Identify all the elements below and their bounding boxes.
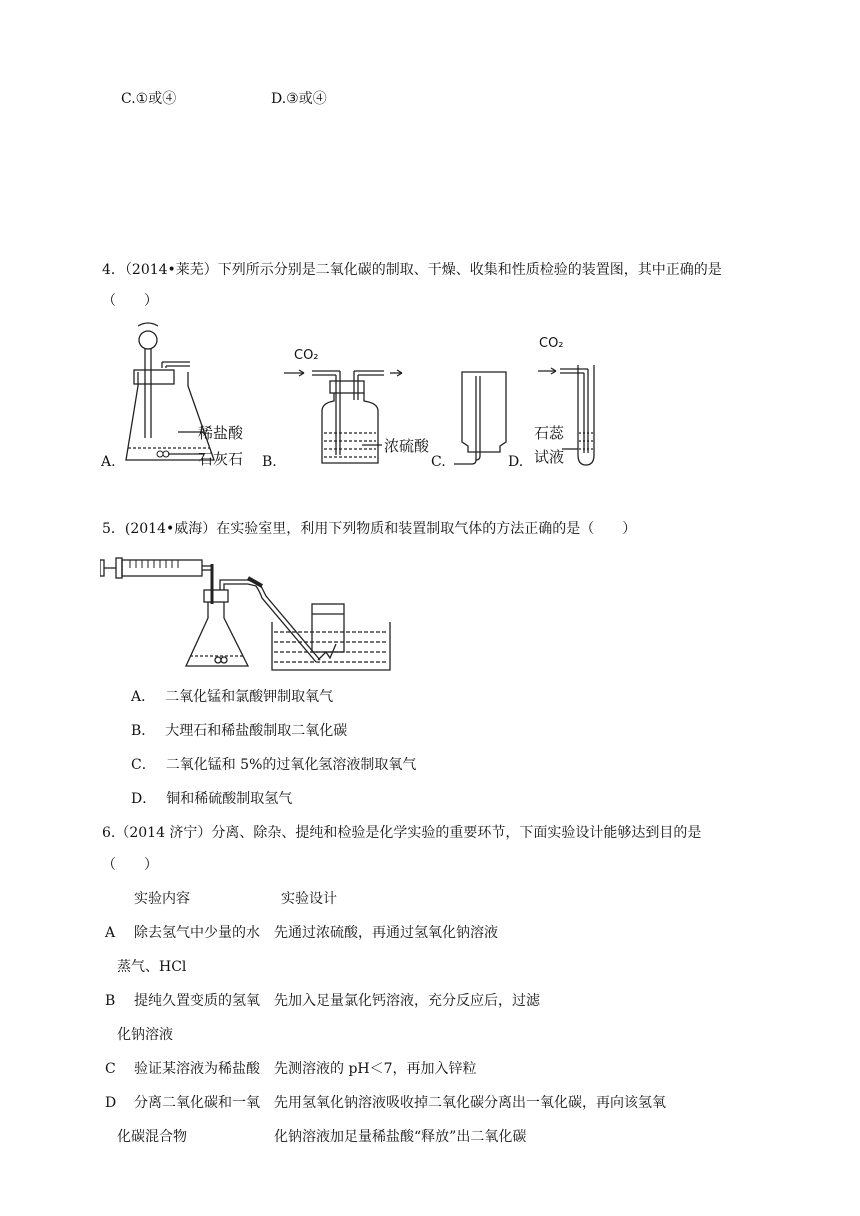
q5-option-d-text: 铜和稀硫酸制取氢气 bbox=[166, 791, 293, 807]
q5-option-a bbox=[131, 689, 333, 706]
q4-fig-b-gas: CO₂ bbox=[294, 348, 319, 363]
q3-option-c: C.①或④ bbox=[121, 91, 177, 107]
q4-option-b: B. bbox=[262, 454, 277, 470]
q5-option-b-text: 大理石和稀盐酸制取二氧化碳 bbox=[165, 723, 348, 739]
q6-row-c-letter: C bbox=[105, 1061, 116, 1077]
q4-fig-d-label2: 试液 bbox=[534, 448, 565, 466]
q5-option-d-letter: D． bbox=[131, 791, 157, 807]
q6-row-a-content1: 除去氢气中少量的水 bbox=[134, 925, 260, 941]
q6-row-c-design1: 先测溶液的 pH＜7，再加入锌粒 bbox=[274, 1061, 477, 1077]
q5-option-c bbox=[131, 757, 416, 774]
q5-apparatus-figure bbox=[100, 548, 400, 676]
q5-option-c-letter: C． bbox=[131, 757, 156, 773]
q5-option-a-letter: A． bbox=[131, 689, 156, 705]
q6-header-design: 实验设计 bbox=[281, 891, 337, 907]
q6-paren: （ ） bbox=[102, 857, 158, 873]
q4-fig-d-label1: 石蕊 bbox=[534, 424, 565, 442]
q6-stem: 6.（2014 济宁）分离、除杂、提纯和检验是化学实验的重要环节，下面实验设计能够达到目的是 bbox=[102, 825, 702, 841]
q3-option-d: D.③或④ bbox=[271, 91, 327, 107]
q4-option-c: C. bbox=[431, 454, 446, 470]
q6-row-a-letter: A bbox=[105, 925, 116, 941]
q5-stem: 5．(2014•威海）在实验室里，利用下列物质和装置制取气体的方法正确的是（ ） bbox=[102, 521, 637, 537]
q6-row-d-design2: 化钠溶液加足量稀盐酸“释放”出二氧化碳 bbox=[274, 1129, 527, 1145]
q5-option-d bbox=[131, 791, 292, 808]
q5-option-b bbox=[131, 723, 347, 740]
q6-row-b-letter: B bbox=[105, 993, 116, 1009]
q6-row-b-content2: 化钠溶液 bbox=[117, 1027, 173, 1043]
q6-row-b-content1: 提纯久置变质的氢氧 bbox=[134, 993, 260, 1009]
q4-figure-a bbox=[118, 320, 258, 470]
q4-option-a: A. bbox=[101, 454, 116, 470]
q6-row-d-content1: 分离二氧化碳和一氧 bbox=[134, 1095, 260, 1111]
q4-fig-a-label1: 稀盐酸 bbox=[198, 424, 244, 442]
q5-option-c-text: 二氧化锰和 5%的过氧化氢溶液制取氧气 bbox=[165, 757, 417, 773]
q4-paren: （ ） bbox=[102, 293, 158, 309]
q6-row-d-content2: 化碳混合物 bbox=[117, 1129, 187, 1145]
q4-stem: 4．（2014•莱芜）下列所示分别是二氧化碳的制取、干燥、收集和性质检验的装置图，其中正确的是 bbox=[102, 262, 722, 278]
q6-row-d-letter: D bbox=[105, 1095, 117, 1111]
q5-option-a-text: 二氧化锰和氯酸钾制取氧气 bbox=[165, 689, 334, 705]
q4-fig-b-label: 浓硫酸 bbox=[384, 437, 430, 455]
q6-row-b-design1: 先加入足量氯化钙溶液，充分反应后，过滤 bbox=[274, 993, 540, 1009]
q6-row-a-design1: 先通过浓硫酸，再通过氢氧化钠溶液 bbox=[274, 925, 498, 941]
q6-row-a-content2: 蒸气、HCl bbox=[117, 959, 187, 975]
q4-fig-a-label2: 石灰石 bbox=[198, 450, 244, 468]
q4-fig-d-gas: CO₂ bbox=[539, 336, 564, 351]
q6-row-d-design1: 先用氢氧化钠溶液吸收掉二氧化碳分离出一氧化碳，再向该氢氧 bbox=[274, 1095, 666, 1111]
q6-header-content: 实验内容 bbox=[134, 891, 190, 907]
q5-option-b-letter: B． bbox=[131, 723, 156, 739]
q4-option-d: D. bbox=[508, 454, 524, 470]
q6-row-c-content1: 验证某溶液为稀盐酸 bbox=[134, 1061, 260, 1077]
